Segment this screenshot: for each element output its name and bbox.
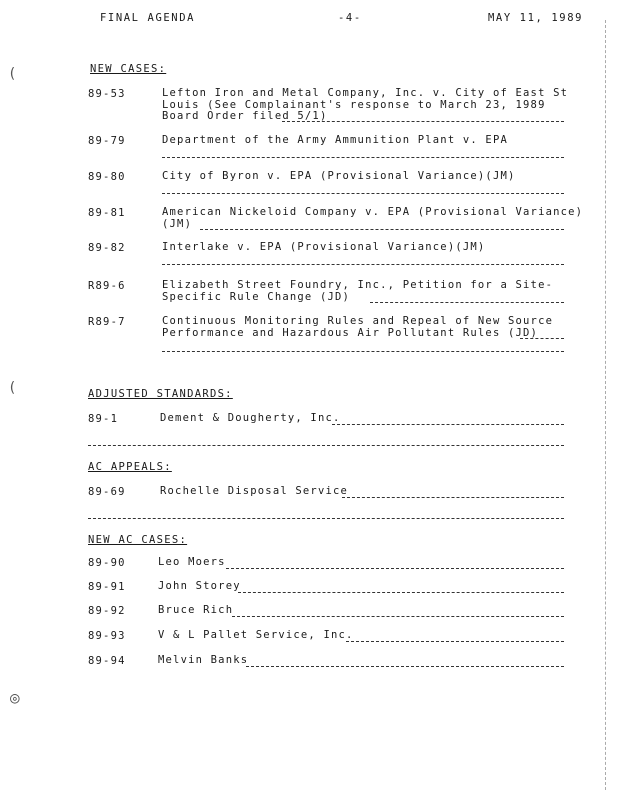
case-number: 89-92 xyxy=(88,605,126,617)
case-description: Melvin Banks xyxy=(158,654,249,666)
case-number: 89-53 xyxy=(88,88,126,100)
case-description: Lefton Iron and Metal Company, Inc. v. City of East St Louis (See Complainant's response to March 23, 1989 Board Order filed 5/1) xyxy=(162,87,569,122)
signature-line xyxy=(346,641,564,642)
signature-line xyxy=(342,497,564,498)
case-number: 89-1 xyxy=(88,413,119,425)
signature-line xyxy=(246,666,564,667)
stamp-mark: ◎ xyxy=(10,688,21,707)
signature-line xyxy=(162,351,564,352)
margin-mark: ( xyxy=(8,380,18,396)
case-description: Bruce Rich xyxy=(158,604,234,616)
signature-line xyxy=(238,592,564,593)
signature-line xyxy=(162,264,564,265)
case-description: Rochelle Disposal Service xyxy=(160,485,349,497)
case-description: Elizabeth Street Foundry, Inc., Petition for a Site- Specific Rule Change (JD) xyxy=(162,279,554,303)
signature-line xyxy=(200,229,564,230)
case-number: 89-69 xyxy=(88,486,126,498)
signature-line xyxy=(162,157,564,158)
case-number: 89-81 xyxy=(88,207,126,219)
signature-line xyxy=(226,568,564,569)
case-number: 89-91 xyxy=(88,581,126,593)
signature-line xyxy=(370,302,564,303)
case-description: V & L Pallet Service, Inc. xyxy=(158,629,354,641)
section-new-cases: NEW CASES: xyxy=(90,63,167,75)
signature-line xyxy=(520,338,564,339)
signature-line xyxy=(162,193,564,194)
case-description: Interlake v. EPA (Provisional Variance)(JM) xyxy=(162,241,486,253)
page-edge-line xyxy=(605,20,606,790)
case-number: 89-94 xyxy=(88,655,126,667)
case-number: 89-93 xyxy=(88,630,126,642)
case-description: John Storey xyxy=(158,580,241,592)
margin-mark: ( xyxy=(8,66,18,82)
section-adjusted-standards: ADJUSTED STANDARDS: xyxy=(88,388,233,400)
case-number: R89-7 xyxy=(88,316,126,328)
case-number: 89-80 xyxy=(88,171,126,183)
header-date: MAY 11, 1989 xyxy=(488,12,584,24)
header-title: FINAL AGENDA xyxy=(100,12,196,24)
case-number: 89-79 xyxy=(88,135,126,147)
signature-line xyxy=(282,121,564,122)
case-description: American Nickeloid Company v. EPA (Provisional Variance) (JM) xyxy=(162,206,584,230)
signature-line xyxy=(88,445,564,446)
page-number: -4- xyxy=(338,12,362,24)
section-new-ac-cases: NEW AC CASES: xyxy=(88,534,188,546)
signature-line xyxy=(88,518,564,519)
case-description: Leo Moers xyxy=(158,556,226,568)
case-description: City of Byron v. EPA (Provisional Variance)(JM) xyxy=(162,170,516,182)
case-description: Dement & Dougherty, Inc. xyxy=(160,412,341,424)
case-number: 89-90 xyxy=(88,557,126,569)
case-number: 89-82 xyxy=(88,242,126,254)
case-number: R89-6 xyxy=(88,280,126,292)
signature-line xyxy=(232,616,564,617)
signature-line xyxy=(332,424,564,425)
case-description: Continuous Monitoring Rules and Repeal of New Source Performance and Hazardous Air Pollutant Rules (JD) xyxy=(162,315,554,339)
section-ac-appeals: AC APPEALS: xyxy=(88,461,172,473)
case-description: Department of the Army Ammunition Plant v. EPA xyxy=(162,134,508,146)
